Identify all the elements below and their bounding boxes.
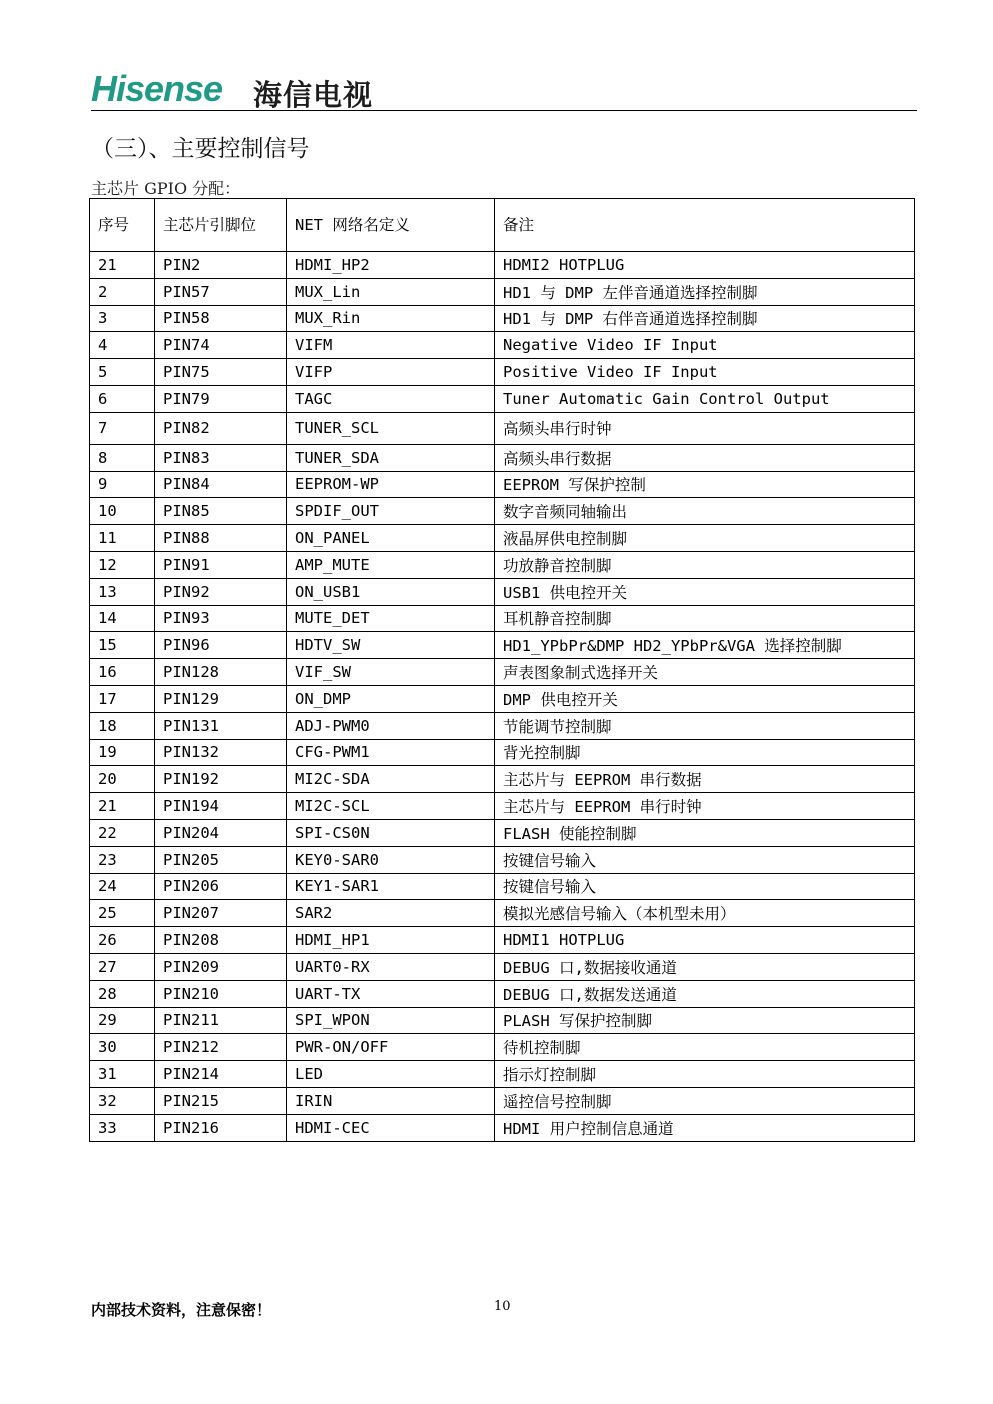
- cell-net-name: SPI_WPON: [287, 1007, 495, 1034]
- cell-remark: PLASH 写保护控制脚: [495, 1007, 915, 1034]
- table-row: [90, 1007, 915, 1034]
- table-row: [90, 578, 915, 605]
- cell-pin: PIN93: [155, 605, 287, 632]
- cell-net-name: VIFM: [287, 332, 495, 359]
- table-row: [90, 252, 915, 279]
- cell-net-name: ON_DMP: [287, 685, 495, 712]
- header-index: 序号: [90, 199, 155, 252]
- cell-pin: PIN129: [155, 685, 287, 712]
- cell-net-name: ADJ-PWM0: [287, 712, 495, 739]
- cell-remark: 液晶屏供电控制脚: [495, 525, 915, 552]
- cell-net-name: VIF_SW: [287, 659, 495, 686]
- cell-pin: PIN128: [155, 659, 287, 686]
- cell-net-name: ON_USB1: [287, 578, 495, 605]
- cell-remark: HD1 与 DMP 左伴音通道选择控制脚: [495, 278, 915, 305]
- cell-net-name: LED: [287, 1061, 495, 1088]
- cell-index: 11: [90, 525, 155, 552]
- cell-pin: PIN79: [155, 385, 287, 412]
- cell-pin: PIN210: [155, 980, 287, 1007]
- cell-remark: 按键信号输入: [495, 873, 915, 900]
- cell-pin: PIN208: [155, 927, 287, 954]
- cell-remark: 主芯片与 EEPROM 串行数据: [495, 766, 915, 793]
- cell-net-name: TUNER_SCL: [287, 412, 495, 444]
- table-row: [90, 359, 915, 386]
- cell-index: 25: [90, 900, 155, 927]
- cell-pin: PIN57: [155, 278, 287, 305]
- cell-net-name: TAGC: [287, 385, 495, 412]
- cell-net-name: MUX_Lin: [287, 278, 495, 305]
- table-row: [90, 1087, 915, 1114]
- cell-net-name: UART0-RX: [287, 953, 495, 980]
- cell-net-name: VIFP: [287, 359, 495, 386]
- cell-index: 19: [90, 739, 155, 766]
- cell-index: 33: [90, 1114, 155, 1141]
- cell-pin: PIN204: [155, 819, 287, 846]
- table-row: [90, 1034, 915, 1061]
- cell-index: 6: [90, 385, 155, 412]
- cell-pin: PIN205: [155, 846, 287, 873]
- table-row: [90, 1114, 915, 1141]
- table-row: [90, 739, 915, 766]
- cell-net-name: SAR2: [287, 900, 495, 927]
- section-title: （三）、主要控制信号: [91, 136, 310, 162]
- gpio-table: [89, 198, 915, 1142]
- cell-remark: 待机控制脚: [495, 1034, 915, 1061]
- table-row: [90, 471, 915, 498]
- cell-index: 2: [90, 278, 155, 305]
- cell-pin: PIN207: [155, 900, 287, 927]
- table-row: [90, 766, 915, 793]
- cell-remark: 遥控信号控制脚: [495, 1087, 915, 1114]
- table-row: [90, 412, 915, 444]
- cell-remark: 功放静音控制脚: [495, 551, 915, 578]
- table-row: [90, 900, 915, 927]
- cell-remark: 声表图象制式选择开关: [495, 659, 915, 686]
- cell-index: 12: [90, 551, 155, 578]
- table-row: [90, 1061, 915, 1088]
- cell-index: 16: [90, 659, 155, 686]
- cell-pin: PIN215: [155, 1087, 287, 1114]
- cell-index: 22: [90, 819, 155, 846]
- cell-remark: EEPROM 写保护控制: [495, 471, 915, 498]
- table-row: [90, 332, 915, 359]
- table-row: [90, 551, 915, 578]
- cell-net-name: TUNER_SDA: [287, 444, 495, 471]
- cell-remark: 耳机静音控制脚: [495, 605, 915, 632]
- cell-net-name: KEY1-SAR1: [287, 873, 495, 900]
- table-row: [90, 819, 915, 846]
- table-row: [90, 659, 915, 686]
- cell-net-name: ON_PANEL: [287, 525, 495, 552]
- cell-index: 21: [90, 793, 155, 820]
- cell-pin: PIN132: [155, 739, 287, 766]
- cell-index: 29: [90, 1007, 155, 1034]
- cell-pin: PIN82: [155, 412, 287, 444]
- cell-pin: PIN88: [155, 525, 287, 552]
- table-row: [90, 953, 915, 980]
- cell-index: 15: [90, 632, 155, 659]
- cell-index: 7: [90, 412, 155, 444]
- cell-net-name: SPDIF_OUT: [287, 498, 495, 525]
- cell-pin: PIN209: [155, 953, 287, 980]
- cell-index: 26: [90, 927, 155, 954]
- cell-remark: 高频头串行数据: [495, 444, 915, 471]
- cell-net-name: MUX_Rin: [287, 305, 495, 332]
- table-row: [90, 873, 915, 900]
- cell-pin: PIN211: [155, 1007, 287, 1034]
- cell-net-name: HDMI_HP1: [287, 927, 495, 954]
- cell-net-name: MI2C-SCL: [287, 793, 495, 820]
- cell-pin: PIN212: [155, 1034, 287, 1061]
- cell-remark: 背光控制脚: [495, 739, 915, 766]
- cell-index: 5: [90, 359, 155, 386]
- cell-net-name: PWR-ON/OFF: [287, 1034, 495, 1061]
- table-row: [90, 846, 915, 873]
- cell-pin: PIN91: [155, 551, 287, 578]
- cell-net-name: HDMI-CEC: [287, 1114, 495, 1141]
- cell-remark: Negative Video IF Input: [495, 332, 915, 359]
- table-row: [90, 305, 915, 332]
- cell-pin: PIN192: [155, 766, 287, 793]
- cell-remark: HD1 与 DMP 右伴音通道选择控制脚: [495, 305, 915, 332]
- cell-net-name: KEY0-SAR0: [287, 846, 495, 873]
- cell-net-name: IRIN: [287, 1087, 495, 1114]
- cell-net-name: MUTE_DET: [287, 605, 495, 632]
- cell-index: 24: [90, 873, 155, 900]
- table-row: [90, 712, 915, 739]
- table-row: [90, 525, 915, 552]
- cell-index: 27: [90, 953, 155, 980]
- table-row: [90, 685, 915, 712]
- cell-net-name: EEPROM-WP: [287, 471, 495, 498]
- table-row: [90, 278, 915, 305]
- cell-net-name: MI2C-SDA: [287, 766, 495, 793]
- hisense-logo: Hisense: [91, 68, 223, 109]
- cell-net-name: CFG-PWM1: [287, 739, 495, 766]
- table-row: [90, 632, 915, 659]
- cell-remark: DEBUG 口,数据发送通道: [495, 980, 915, 1007]
- cell-remark: DMP 供电控开关: [495, 685, 915, 712]
- cell-net-name: HDTV_SW: [287, 632, 495, 659]
- cell-remark: FLASH 使能控制脚: [495, 819, 915, 846]
- cell-index: 9: [90, 471, 155, 498]
- cell-remark: HDMI2 HOTPLUG: [495, 252, 915, 279]
- header-net-name: NET 网络名定义: [287, 199, 495, 252]
- cell-remark: HD1_YPbPr&DMP HD2_YPbPr&VGA 选择控制脚: [495, 632, 915, 659]
- cell-index: 8: [90, 444, 155, 471]
- table-row: [90, 927, 915, 954]
- cell-index: 17: [90, 685, 155, 712]
- cell-net-name: UART-TX: [287, 980, 495, 1007]
- cell-pin: PIN92: [155, 578, 287, 605]
- cell-remark: HDMI1 HOTPLUG: [495, 927, 915, 954]
- cell-remark: USB1 供电控开关: [495, 578, 915, 605]
- cell-pin: PIN96: [155, 632, 287, 659]
- cell-pin: PIN74: [155, 332, 287, 359]
- cell-index: 10: [90, 498, 155, 525]
- table-header-row: [90, 199, 915, 252]
- cell-index: 32: [90, 1087, 155, 1114]
- cell-pin: PIN206: [155, 873, 287, 900]
- cell-index: 20: [90, 766, 155, 793]
- cell-index: 18: [90, 712, 155, 739]
- page-number: 10: [494, 1299, 511, 1314]
- cell-pin: PIN216: [155, 1114, 287, 1141]
- logo-chinese-text: 海信电视: [253, 78, 374, 112]
- cell-pin: PIN214: [155, 1061, 287, 1088]
- table-row: [90, 605, 915, 632]
- table-caption: 主芯片 GPIO 分配：: [91, 179, 241, 198]
- cell-remark: 模拟光感信号输入（本机型未用）: [495, 900, 915, 927]
- table-row: [90, 498, 915, 525]
- cell-remark: 指示灯控制脚: [495, 1061, 915, 1088]
- table-row: [90, 980, 915, 1007]
- cell-index: 21: [90, 252, 155, 279]
- cell-index: 13: [90, 578, 155, 605]
- cell-index: 3: [90, 305, 155, 332]
- page-header: [91, 62, 917, 111]
- header-pin: 主芯片引脚位: [155, 199, 287, 252]
- table-row: [90, 385, 915, 412]
- cell-index: 14: [90, 605, 155, 632]
- cell-pin: PIN2: [155, 252, 287, 279]
- table-row: [90, 793, 915, 820]
- cell-pin: PIN84: [155, 471, 287, 498]
- cell-remark: Positive Video IF Input: [495, 359, 915, 386]
- table-body: [90, 252, 915, 1142]
- cell-index: 31: [90, 1061, 155, 1088]
- cell-index: 30: [90, 1034, 155, 1061]
- cell-remark: HDMI 用户控制信息通道: [495, 1114, 915, 1141]
- cell-remark: DEBUG 口,数据接收通道: [495, 953, 915, 980]
- cell-pin: PIN58: [155, 305, 287, 332]
- cell-remark: 节能调节控制脚: [495, 712, 915, 739]
- cell-pin: PIN83: [155, 444, 287, 471]
- cell-pin: PIN85: [155, 498, 287, 525]
- cell-index: 28: [90, 980, 155, 1007]
- cell-remark: 高频头串行时钟: [495, 412, 915, 444]
- table-row: [90, 444, 915, 471]
- cell-index: 23: [90, 846, 155, 873]
- cell-net-name: SPI-CS0N: [287, 819, 495, 846]
- header-remark: 备注: [495, 199, 915, 252]
- confidential-notice: 内部技术资料，注意保密！: [91, 1301, 272, 1319]
- cell-pin: PIN194: [155, 793, 287, 820]
- cell-remark: 数字音频同轴输出: [495, 498, 915, 525]
- cell-index: 4: [90, 332, 155, 359]
- cell-net-name: HDMI_HP2: [287, 252, 495, 279]
- cell-remark: 按键信号输入: [495, 846, 915, 873]
- cell-net-name: AMP_MUTE: [287, 551, 495, 578]
- cell-pin: PIN75: [155, 359, 287, 386]
- cell-remark: Tuner Automatic Gain Control Output: [495, 385, 915, 412]
- cell-remark: 主芯片与 EEPROM 串行时钟: [495, 793, 915, 820]
- cell-pin: PIN131: [155, 712, 287, 739]
